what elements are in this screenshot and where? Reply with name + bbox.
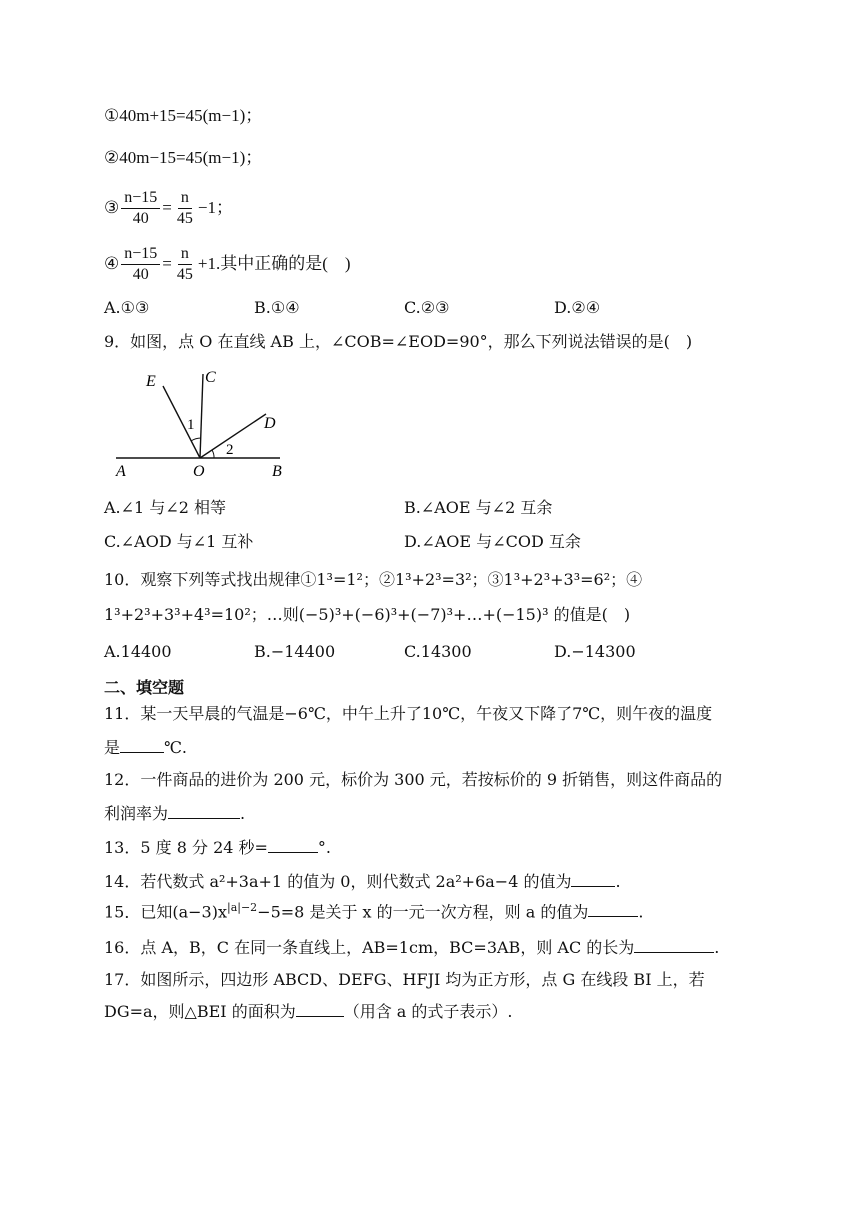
ray-oc [200,374,203,458]
statement-prefix: ④ [104,254,120,273]
q8-option-d[interactable]: D.②④ [554,298,601,317]
angle-2-arc [212,450,214,458]
q9-angle-figure [104,362,304,484]
q17-line1: 17．如图所示，四边形 ABCD、DEFG、HFJI 均为正方形，点 G 在线段 BI 上，若 [104,970,705,989]
q10-option-d[interactable]: D.−14300 [554,642,636,661]
section-heading-fill-in: 二、填空题 [104,678,185,697]
q10-stem-line1: 10．观察下列等式找出规律①1³=1²；②1³+2³=3²；③1³+2³+3³=6²；④ [104,570,643,589]
q11-answer-blank[interactable] [120,738,164,753]
q10-option-a[interactable]: A.14400 [104,642,172,661]
label-b: B [272,463,282,480]
q10-option-c[interactable]: C.14300 [404,642,472,661]
q16-line: 16．点 A，B，C 在同一条直线上，AB=1cm，BC=3AB，则 AC 的长为 . [104,938,720,957]
fraction: $\frac{n-15}{40}$ [121,244,160,285]
q14-answer-blank[interactable] [571,872,615,887]
q8-option-a[interactable]: A.①③ [104,298,150,317]
q8-statement-3: ③ $\frac{n-15}{40}$ = $\frac{n}{45}$ −1； [104,188,233,227]
q14-line: 14．若代数式 a²+3a+1 的值为 0，则代数式 2a²+6a−4 的值为 . [104,872,621,891]
q9-option-b[interactable]: B.∠AOE 与∠2 互余 [404,498,553,517]
q12-answer-blank[interactable] [168,804,240,819]
q13-line: 13．5 度 8 分 24 秒= °. [104,838,332,857]
q11-line2: 是 ℃. [104,738,187,757]
q16-answer-blank[interactable] [634,938,714,953]
q12-line1: 12．一件商品的进价为 200 元，标价为 300 元，若按标价的 9 折销售，则这件商品的 [104,770,723,789]
fraction: $\frac{n}{45}$ [176,244,193,283]
fraction: $\frac{n}{45}$ [176,188,193,227]
q8-option-b[interactable]: B.①④ [254,298,300,317]
q9-stem: 9．如图，点 O 在直线 AB 上，∠COB=∠EOD=90°，那么下列说法错误的是( ) [104,332,693,351]
label-e: E [146,373,156,390]
q9-option-a[interactable]: A.∠1 与∠2 相等 [104,498,226,517]
q9-options-row1 [104,496,804,520]
exponent: |a|−2 [227,901,258,914]
q10-options [104,640,804,664]
q8-statement-1: ①40m+15=45(m−1)； [104,106,263,125]
fraction: $\frac{n-15}{40}$ [121,188,160,229]
q8-statement-4: ④ $\frac{n-15}{40}$ = $\frac{n}{45}$ +1.其中正确的是( ) [104,244,351,283]
q11-line1: 11．某一天早晨的气温是−6℃，中午上升了10℃，午夜又下降了7℃，则午夜的温度 [104,704,713,723]
label-a: A [116,463,126,480]
q15-line: 15．已知$(a-3)x^{|a|-2}-5=8$ 是关于 x 的一元一次方程，则 a 的值为 . [104,901,644,922]
angle-1-arc [191,438,201,441]
label-angle-2: 2 [226,442,234,458]
q13-answer-blank[interactable] [268,838,318,853]
q9-option-c[interactable]: C.∠AOD 与∠1 互补 [104,532,254,551]
label-angle-1: 1 [187,417,195,433]
label-d: D [264,415,276,432]
q10-option-b[interactable]: B.−14400 [254,642,336,661]
q9-option-d[interactable]: D.∠AOE 与∠COD 互余 [404,532,581,551]
label-o: O [193,463,205,480]
q8-statement-2: ②40m−15=45(m−1)； [104,148,263,167]
q15-answer-blank[interactable] [588,902,638,917]
q9-options-row2 [104,530,804,554]
q17-answer-blank[interactable] [296,1002,344,1017]
q8-options [104,296,804,320]
q17-line2: DG=a，则△BEI 的面积为 （用含 a 的式子表示）. [104,1002,513,1021]
statement-prefix: ③ [104,198,120,217]
label-c: C [205,369,216,386]
q10-stem-line2: 1³+2³+3³+4³=10²；…则(−5)³+(−6)³+(−7)³+…+(−15)³ 的值是( ) [104,605,631,624]
q12-line2: 利润率为 . [104,804,246,823]
q8-option-c[interactable]: C.②③ [404,298,450,317]
